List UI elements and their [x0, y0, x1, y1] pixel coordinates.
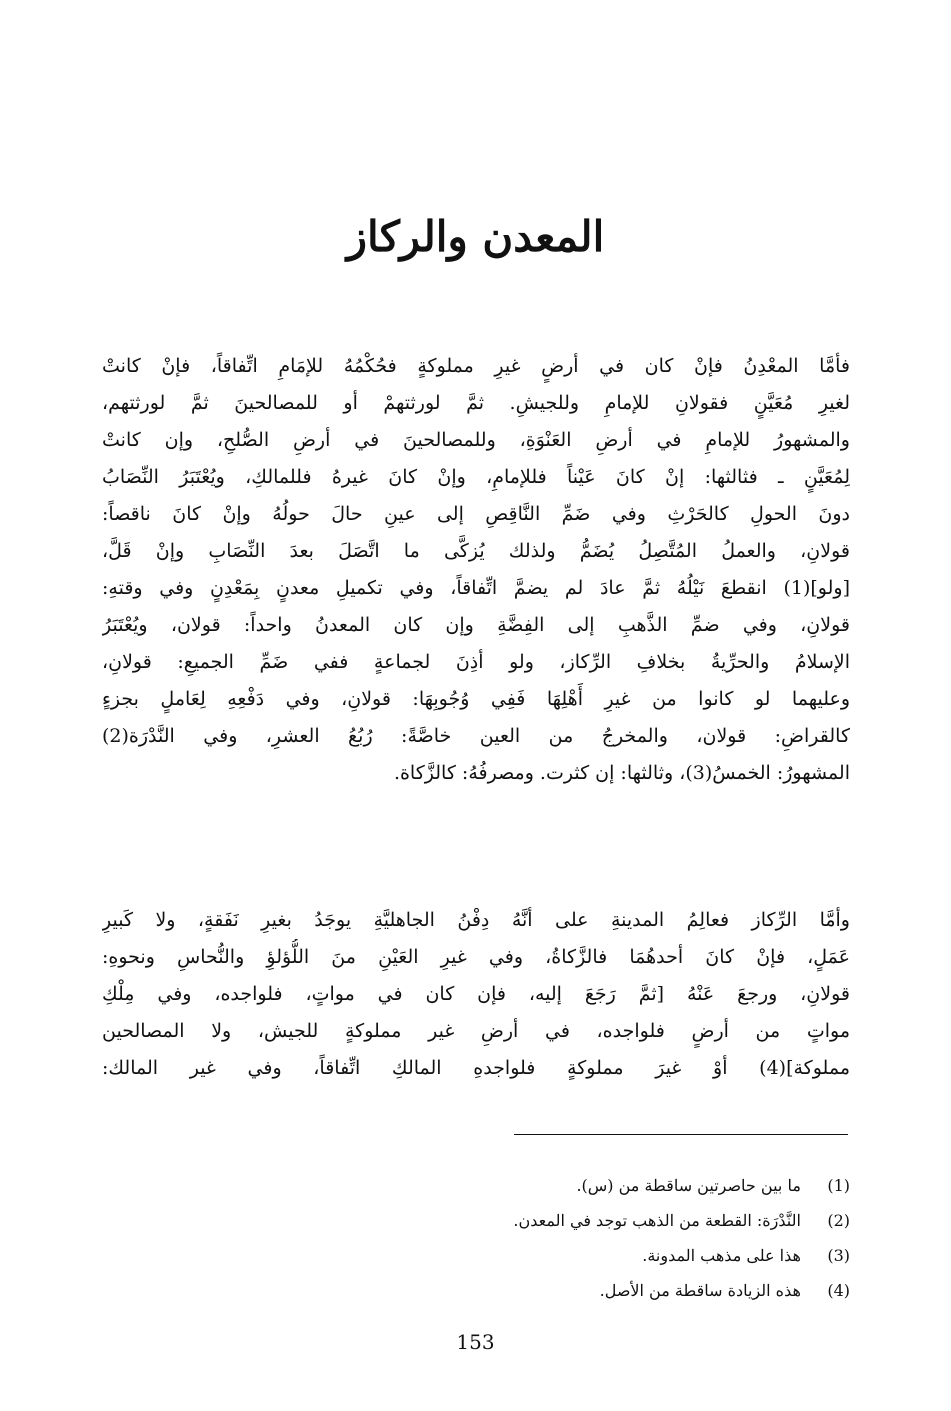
footnote-item [300, 1273, 850, 1308]
text-line: لغيرِ مُعَيَّنٍ فقولانِ للإمامِ وللجيشِ. ثمَّ لورثتهمْ أو للمصالحينَ ثمَّ لورثتهم، [102, 392, 850, 414]
text-line: مواتٍ من أرضٍ فلواجده، في أرضِ غير مملوكةٍ للجيش، ولا المصالحين [102, 1020, 850, 1042]
footnotes-list [300, 1168, 850, 1308]
page-number: 153 [456, 1330, 495, 1354]
footnote-item [300, 1238, 850, 1273]
text-line: المشهورُ: الخمسُ(3)، وثالثها: إن كثرت. ومصرفُهُ: كالزَّكاة. [393, 762, 850, 784]
footnote-divider [514, 1134, 848, 1135]
text-line: دونَ الحولِ كالحَرْثِ وفي ضَمِّ النَّاقِصِ إلى عينِ حالَ حولُهُ وإنْ كانَ ناقصاً: [102, 503, 850, 525]
text-line: عَمَلٍ، فإنْ كانَ أحدهُمَا فالزَّكاةُ، وفي غيرِ العَيْنِ منَ اللُّؤلؤِ والنُّحاسِ ونحوهِ: [102, 946, 850, 968]
footnote-number: (4) [827, 1281, 850, 1300]
text-line: فأمَّا المعْدِنُ فإنْ كان في أرضٍ غيرِ مملوكةٍ فحُكْمُهُ للإمَامِ اتِّفاقاً، فإنْ كانتْ [102, 355, 850, 377]
footnote-text: النَّدْرَة: القطعة من الذهب توجد في المعدن. [513, 1211, 801, 1230]
text-line: قولانِ، والعملُ المُتَّصِلُ يُضَمُّ ولذلك يُزكَّى ما اتَّصَلَ بعدَ النِّصَابِ وإنْ قَلَّ، [102, 540, 850, 562]
footnote-number: (2) [827, 1211, 850, 1230]
text-line: كالقراضِ: قولان، والمخرجُ من العين خاصَّةً: رُبُعُ العشرِ، وفي النَّدْرَة(2) [102, 725, 850, 747]
text-line: وعليهما لو كانوا من غيرِ أَهْلِهَا فَفِي وُجُوبِهَا: قولانِ، وفي دَفْعِهِ لِعَاملٍ بجزءٍ [102, 688, 850, 710]
text-line: [ولو](1) انقطعَ نَيْلُهُ ثمَّ عادَ لم يضمَّ اتِّفاقاً، وفي تكميلِ معدنٍ بِمَعْدِنٍ وفي وقتهِ: [102, 577, 850, 599]
text-line: الإسلامُ والحرِّيةُ بخلافِ الرِّكاز، ولو أذِنَ لجماعةٍ ففي ضَمِّ الجميعِ: قولانِ، [102, 651, 850, 673]
paragraph-madin [102, 348, 850, 792]
footnote-number: (3) [827, 1246, 850, 1265]
text-line: والمشهورُ للإمامِ في أرضِ العَنْوَةِ، وللمصالحينَ في أرضِ الصُّلحِ، وإن كانتْ [102, 429, 850, 451]
chapter-title: المعدن والركاز [346, 212, 605, 261]
footnote-number: (1) [827, 1176, 850, 1195]
footnote-item [300, 1203, 850, 1238]
text-line: قولانِ، وفي ضمِّ الذَّهبِ إلى الفِضَّةِ وإن كان المعدنُ واحداً: قولان، ويُعْتَبَرُ [102, 614, 850, 636]
footnote-text: هذه الزيادة ساقطة من الأصل. [599, 1281, 801, 1300]
text-line: وأمَّا الرِّكاز فعالِمُ المدينةِ على أنَّهُ دِفْنُ الجاهليَّةِ يوجَدُ بغيرِ نَفَقةٍ، ولا كَبيرِ [102, 909, 850, 931]
footnote-text: ما بين حاصرتين ساقطة من (س). [576, 1176, 801, 1195]
text-line: مملوكة](4) أوْ غيرَ مملوكةٍ فلواجدهِ المالكِ اتِّفاقاً، وفي غير المالك: [102, 1057, 850, 1079]
text-line: قولانِ، ورجعَ عَنْهُ [ثمَّ رَجَعَ إليه، فإن كان في مواتٍ، فلواجده، وفي مِلْكِ [102, 983, 850, 1005]
text-line: لِمُعَيَّنٍ ـ فثالثها: إنْ كانَ عَيْناً فللإمامِ، وإنْ كانَ غيرهُ فللمالكِ، ويُعْتَبَرُ النِّصَابُ [102, 466, 850, 488]
footnote-text: هذا على مذهب المدونة. [642, 1246, 801, 1265]
paragraph-rikaz [102, 902, 850, 1087]
footnote-item [300, 1168, 850, 1203]
